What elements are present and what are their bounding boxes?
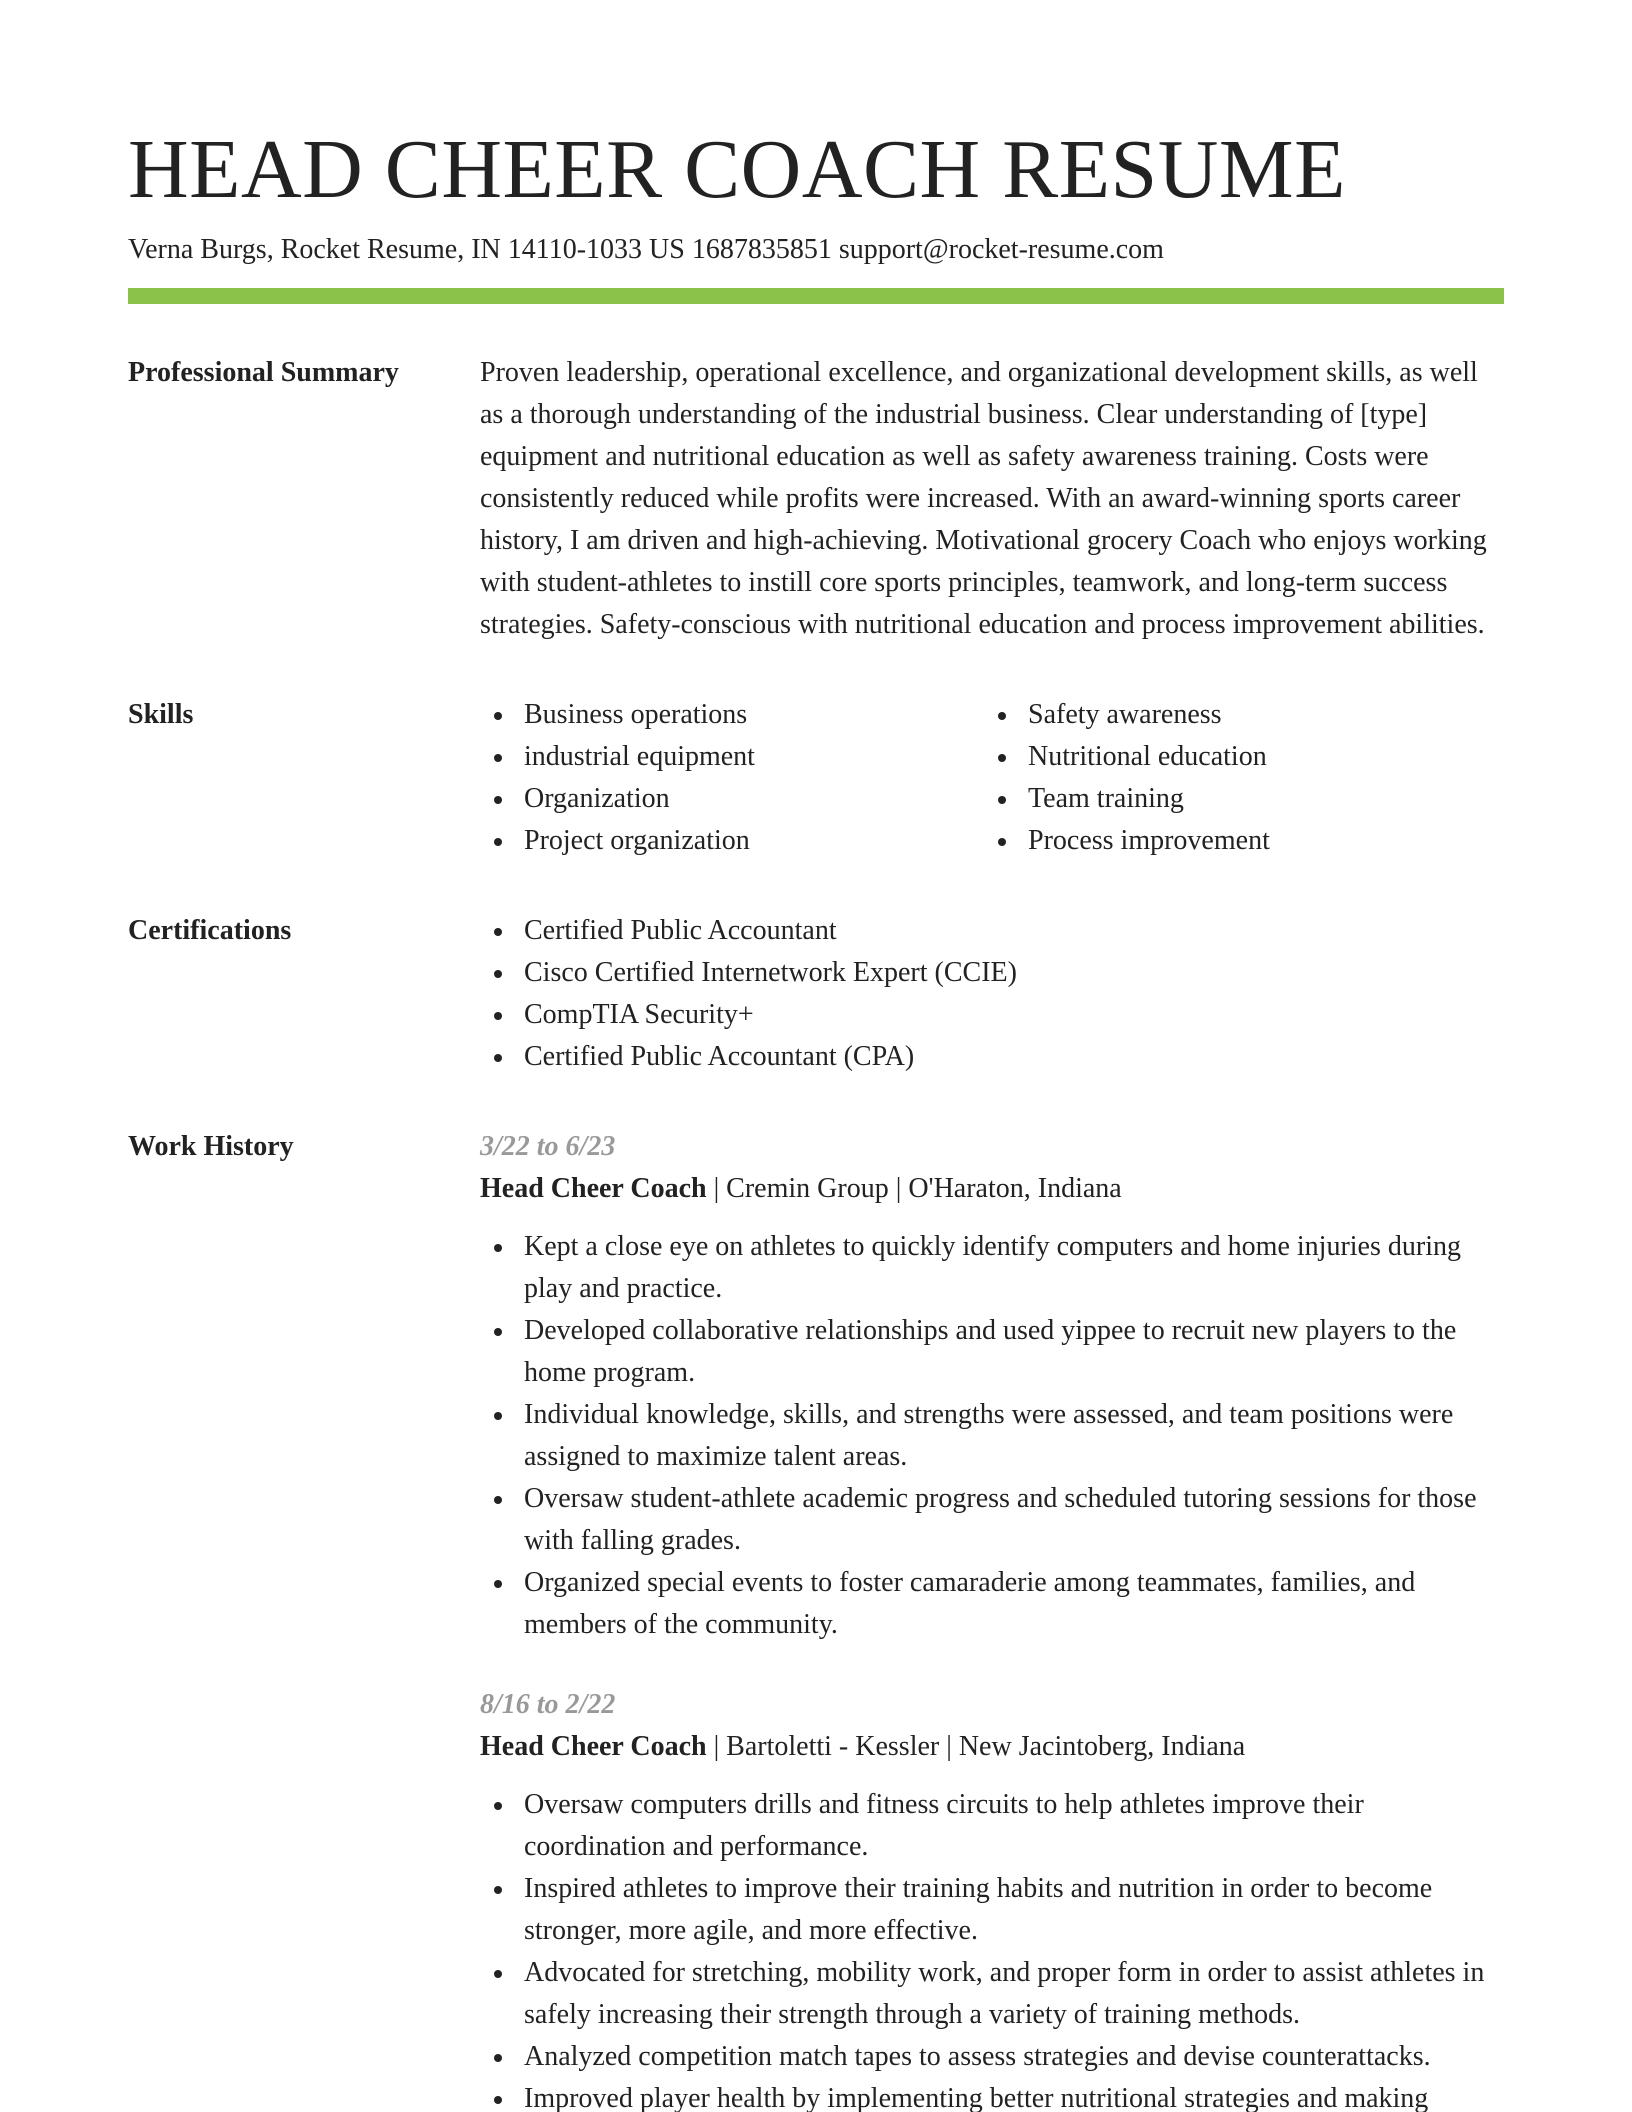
work-history-heading: Work History: [128, 1131, 294, 1162]
job-details: | Bartoletti - Kessler | New Jacintoberg, Indiana: [706, 1731, 1246, 1762]
job-entry: [480, 1684, 1504, 2112]
certifications-section: [128, 910, 1504, 1078]
job-title: Head Cheer Coach: [480, 1173, 707, 1204]
contact-line: Verna Burgs, Rocket Resume, IN 14110-1033 US 1687835851 support@rocket-resume.com: [128, 234, 1164, 265]
certification-item: Certified Public Accountant (CPA): [480, 1036, 1504, 1078]
certifications-heading: Certifications: [128, 915, 292, 946]
certification-item: Certified Public Accountant: [480, 910, 1504, 952]
job-title: Head Cheer Coach: [480, 1731, 707, 1762]
certification-item: CompTIA Security+: [480, 994, 1504, 1036]
job-bullet: Oversaw computers drills and fitness circuits to help athletes improve their coordination and performance.: [480, 1784, 1504, 1868]
skill-item: Project organization: [480, 820, 984, 862]
job-date: 3/22 to 6/23: [480, 1131, 616, 1162]
skills-section: [128, 694, 1504, 862]
job-details: | Cremin Group | O'Haraton, Indiana: [706, 1173, 1122, 1204]
summary-body: [480, 352, 1504, 646]
skill-item: Safety awareness: [984, 694, 1488, 736]
summary-heading: Professional Summary: [128, 357, 399, 388]
job-heading: [480, 1726, 1504, 1768]
work-history-body: [480, 1126, 1504, 2112]
skill-item: industrial equipment: [480, 736, 984, 778]
certifications-body: [480, 910, 1504, 1078]
resume-title: HEAD CHEER COACH RESUME: [128, 123, 1346, 216]
skill-item: Nutritional education: [984, 736, 1488, 778]
skill-item: Business operations: [480, 694, 984, 736]
job-bullet: Developed collaborative relationships and used yippee to recruit new players to the home program.: [480, 1310, 1504, 1394]
job-bullet: Improved player health by implementing better nutritional strategies and making: [480, 2078, 1504, 2112]
summary-section: [128, 352, 1504, 646]
skill-item: Organization: [480, 778, 984, 820]
job-bullet: Oversaw student-athlete academic progress and scheduled tutoring sessions for those with falling grades.: [480, 1478, 1504, 1562]
certifications-list: [480, 910, 1504, 1078]
skills-heading: Skills: [128, 699, 194, 730]
skills-list-left: [480, 694, 984, 862]
job-bullet: Kept a close eye on athletes to quickly identify computers and home injuries during play and practice.: [480, 1226, 1504, 1310]
summary-text: Proven leadership, operational excellence, and organizational development skills, as well as a thorough understanding of the industrial business. Clear understanding of [type] equipment and nutritional education as well as safety awareness training. Costs were consistently reduced while profits were increased. With an award-winning sports career history, I am driven and high-achieving. Motivational grocery Coach who enjoys working with student-athletes to instill core sports principles, teamwork, and long-term success strategies. Safety-conscious with nutritional education and process improvement abilities.: [480, 357, 1487, 640]
skills-list-right: [984, 694, 1488, 862]
job-date: 8/16 to 2/22: [480, 1689, 616, 1720]
skills-body: [480, 694, 1504, 862]
job-bullets: [480, 1226, 1504, 1646]
job-bullets: [480, 1784, 1504, 2112]
certification-item: Cisco Certified Internetwork Expert (CCIE): [480, 952, 1504, 994]
job-bullet: Organized special events to foster camaraderie among teammates, families, and members of the community.: [480, 1562, 1504, 1646]
job-bullet: Analyzed competition match tapes to assess strategies and devise counterattacks.: [480, 2036, 1504, 2078]
accent-divider: [128, 288, 1504, 304]
job-heading: [480, 1168, 1504, 1210]
job-entry: [480, 1126, 1504, 1646]
work-history-section: [128, 1126, 1504, 2112]
skill-item: Team training: [984, 778, 1488, 820]
job-bullet: Individual knowledge, skills, and strengths were assessed, and team positions were assigned to maximize talent areas.: [480, 1394, 1504, 1478]
resume-page: [128, 118, 1504, 2112]
skills-grid: [480, 694, 1504, 862]
job-bullet: Advocated for stretching, mobility work, and proper form in order to assist athletes in safely increasing their strength through a variety of training methods.: [480, 1952, 1504, 2036]
job-bullet: Inspired athletes to improve their training habits and nutrition in order to become stronger, more agile, and more effective.: [480, 1868, 1504, 1952]
skill-item: Process improvement: [984, 820, 1488, 862]
